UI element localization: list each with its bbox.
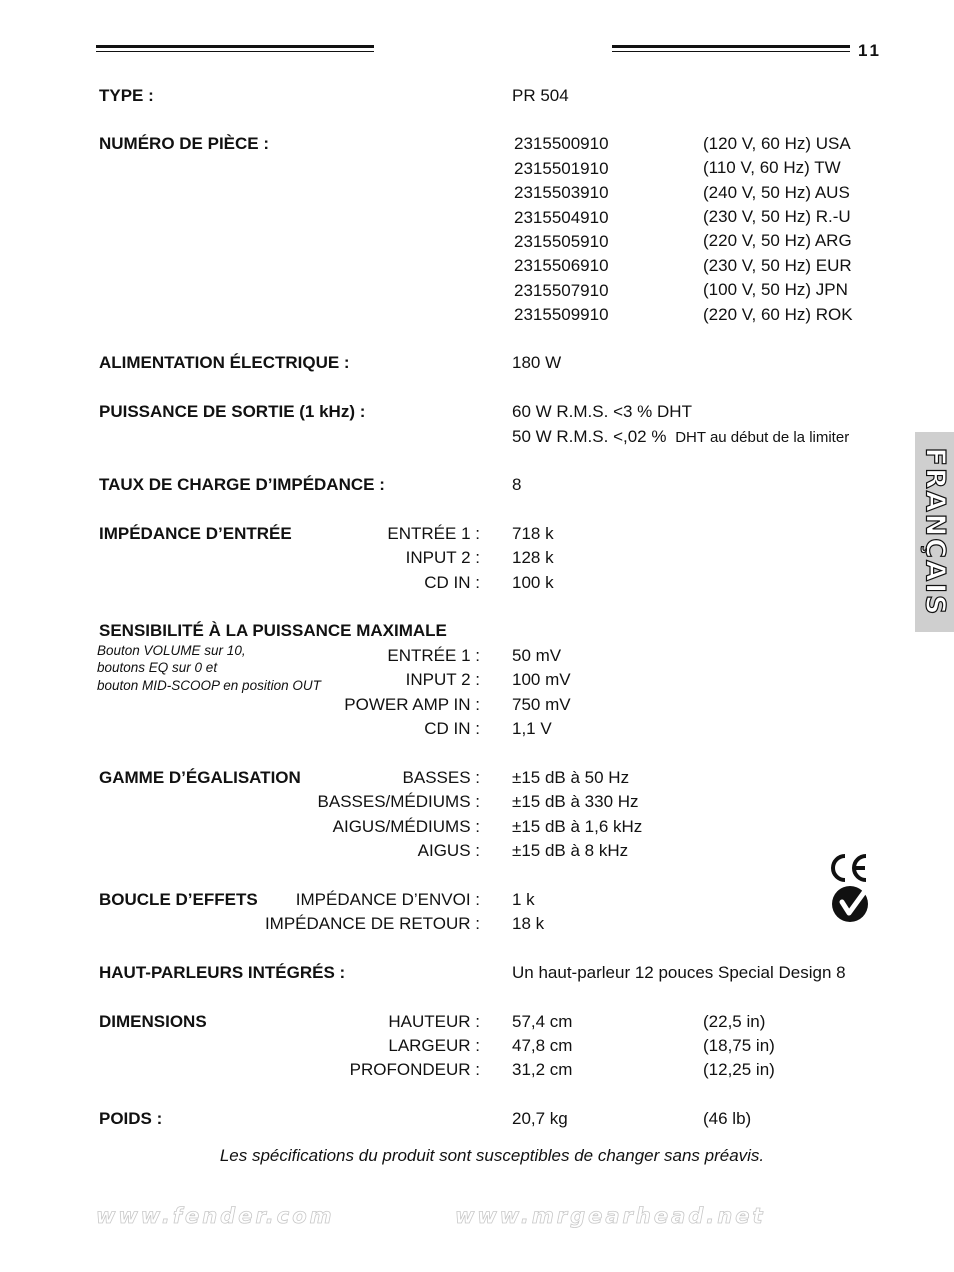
spec-sublabel: CD IN : [424,573,480,592]
spec-sublabel: BASSES/MÉDIUMS : [317,792,480,811]
c-tick-mark-icon [831,885,871,923]
spec-value: 128 k [512,548,554,567]
spec-value: 718 k [512,524,554,543]
spec-sublabel: INPUT 2 : [405,548,480,567]
input-impedance-label: IMPÉDANCE D’ENTRÉE [99,524,292,543]
spec-sublabel: LARGEUR : [388,1036,480,1055]
spec-value: 100 k [512,573,554,592]
spec-value: ±15 dB à 8 kHz [512,841,629,860]
sensitivity-note: Bouton VOLUME sur 10, [97,643,246,658]
spec-sublabel: ENTRÉE 1 : [387,524,480,543]
effects-loop-label: BOUCLE D’EFFETS [99,890,258,909]
dimension-cm: 47,8 cm [512,1036,573,1055]
spec-value: ±15 dB à 1,6 kHz [512,817,643,836]
spec-sublabel: AIGUS/MÉDIUMS : [332,817,480,836]
part-voltage: (220 V, 60 Hz) ROK [703,305,853,324]
spec-value: 1 k [512,890,535,909]
output-power-label: PUISSANCE DE SORTIE (1 kHz) : [99,402,366,421]
dimensions-label: DIMENSIONS [99,1012,207,1031]
output-power-line1: 60 W R.M.S. <3 % DHT [512,402,692,421]
spec-sublabel: POWER AMP IN : [344,695,480,714]
spec-value: ±15 dB à 330 Hz [512,792,639,811]
spec-value: ±15 dB à 50 Hz [512,768,630,787]
part-number: 2315504910 [514,208,609,227]
spec-value: 100 mV [512,670,571,689]
output-power-line2-main: 50 W R.M.S. <,02 % [512,427,667,446]
spec-value: 750 mV [512,695,571,714]
load-impedance-label: TAUX DE CHARGE D’IMPÉDANCE : [99,475,385,494]
part-number: 2315507910 [514,281,609,300]
power-supply-value: 180 W [512,353,562,372]
spec-sublabel: PROFONDEUR : [349,1060,480,1079]
spec-value: 18 k [512,914,545,933]
part-number: 2315509910 [514,305,609,324]
part-voltage: (230 V, 50 Hz) R.-U [703,207,851,226]
power-supply-label: ALIMENTATION ÉLECTRIQUE : [99,353,350,372]
spec-sublabel: BASSES : [402,768,480,787]
part-voltage: (120 V, 60 Hz) USA [703,134,851,153]
spec-sublabel: HAUTEUR : [388,1012,480,1031]
weight-label: POIDS : [99,1109,163,1128]
load-impedance-value: 8 [512,475,522,494]
type-label: TYPE : [99,86,154,105]
eq-range-label: GAMME D’ÉGALISATION [99,768,301,787]
spec-sublabel: ENTRÉE 1 : [387,646,480,665]
dimension-in: (12,25 in) [703,1060,775,1079]
part-voltage: (100 V, 50 Hz) JPN [703,280,848,299]
part-number: 2315503910 [514,183,609,202]
language-side-tab [915,432,954,632]
part-voltage: (240 V, 50 Hz) AUS [703,183,850,202]
dimension-cm: 31,2 cm [512,1060,573,1079]
dimension-cm: 57,4 cm [512,1012,573,1031]
spec-value: 1,1 V [512,719,552,738]
dimension-in: (22,5 in) [703,1012,766,1031]
output-power-line2-note: DHT au début de la limiter [675,429,850,446]
weight-kg: 20,7 kg [512,1109,568,1128]
sensitivity-label: SENSIBILITÉ À LA PUISSANCE MAXIMALE [99,621,447,640]
part-number: 2315500910 [514,134,609,153]
header-rule-left-thick [96,45,374,48]
ce-mark-icon [828,852,870,884]
header-rule-left-thin [96,51,374,52]
part-number: 2315506910 [514,256,609,275]
spec-sublabel: INPUT 2 : [405,670,480,689]
part-voltage: (110 V, 60 Hz) TW [703,158,841,177]
speakers-label: HAUT-PARLEURS INTÉGRÉS : [99,963,346,982]
disclaimer-text: Les spécifications du produit sont susceptibles de changer sans préavis. [219,1146,765,1165]
spec-sublabel: AIGUS : [417,841,480,860]
header-rule-right-thick [612,45,850,48]
spec-value: 50 mV [512,646,562,665]
footer-url-fender: www.fender.com [96,1204,335,1228]
spec-sublabel: IMPÉDANCE D’ENVOI : [295,890,480,909]
header-rule-right-thin [612,51,850,52]
part-voltage: (220 V, 50 Hz) ARG [703,231,852,250]
part-number: 2315501910 [514,159,609,178]
sensitivity-note: bouton MID-SCOOP en position OUT [97,678,321,693]
part-number: 2315505910 [514,232,609,251]
part-number-label: NUMÉRO DE PIÈCE : [99,134,270,153]
dimension-in: (18,75 in) [703,1036,775,1055]
part-voltage: (230 V, 50 Hz) EUR [703,256,852,275]
page-number: 11 [858,41,882,60]
spec-sublabel: CD IN : [424,719,480,738]
weight-lb: (46 lb) [703,1109,752,1128]
output-power-line2 [512,427,849,448]
footer-url-mrgearhead: www.mrgearhead.net [455,1204,766,1228]
sensitivity-note: boutons EQ sur 0 et [97,660,218,675]
language-side-tab-label: FRANÇAIS [919,447,950,617]
speakers-value: Un haut-parleur 12 pouces Special Design 8 [512,963,846,982]
spec-sublabel: IMPÉDANCE DE RETOUR : [264,914,480,933]
type-value: PR 504 [512,86,569,105]
